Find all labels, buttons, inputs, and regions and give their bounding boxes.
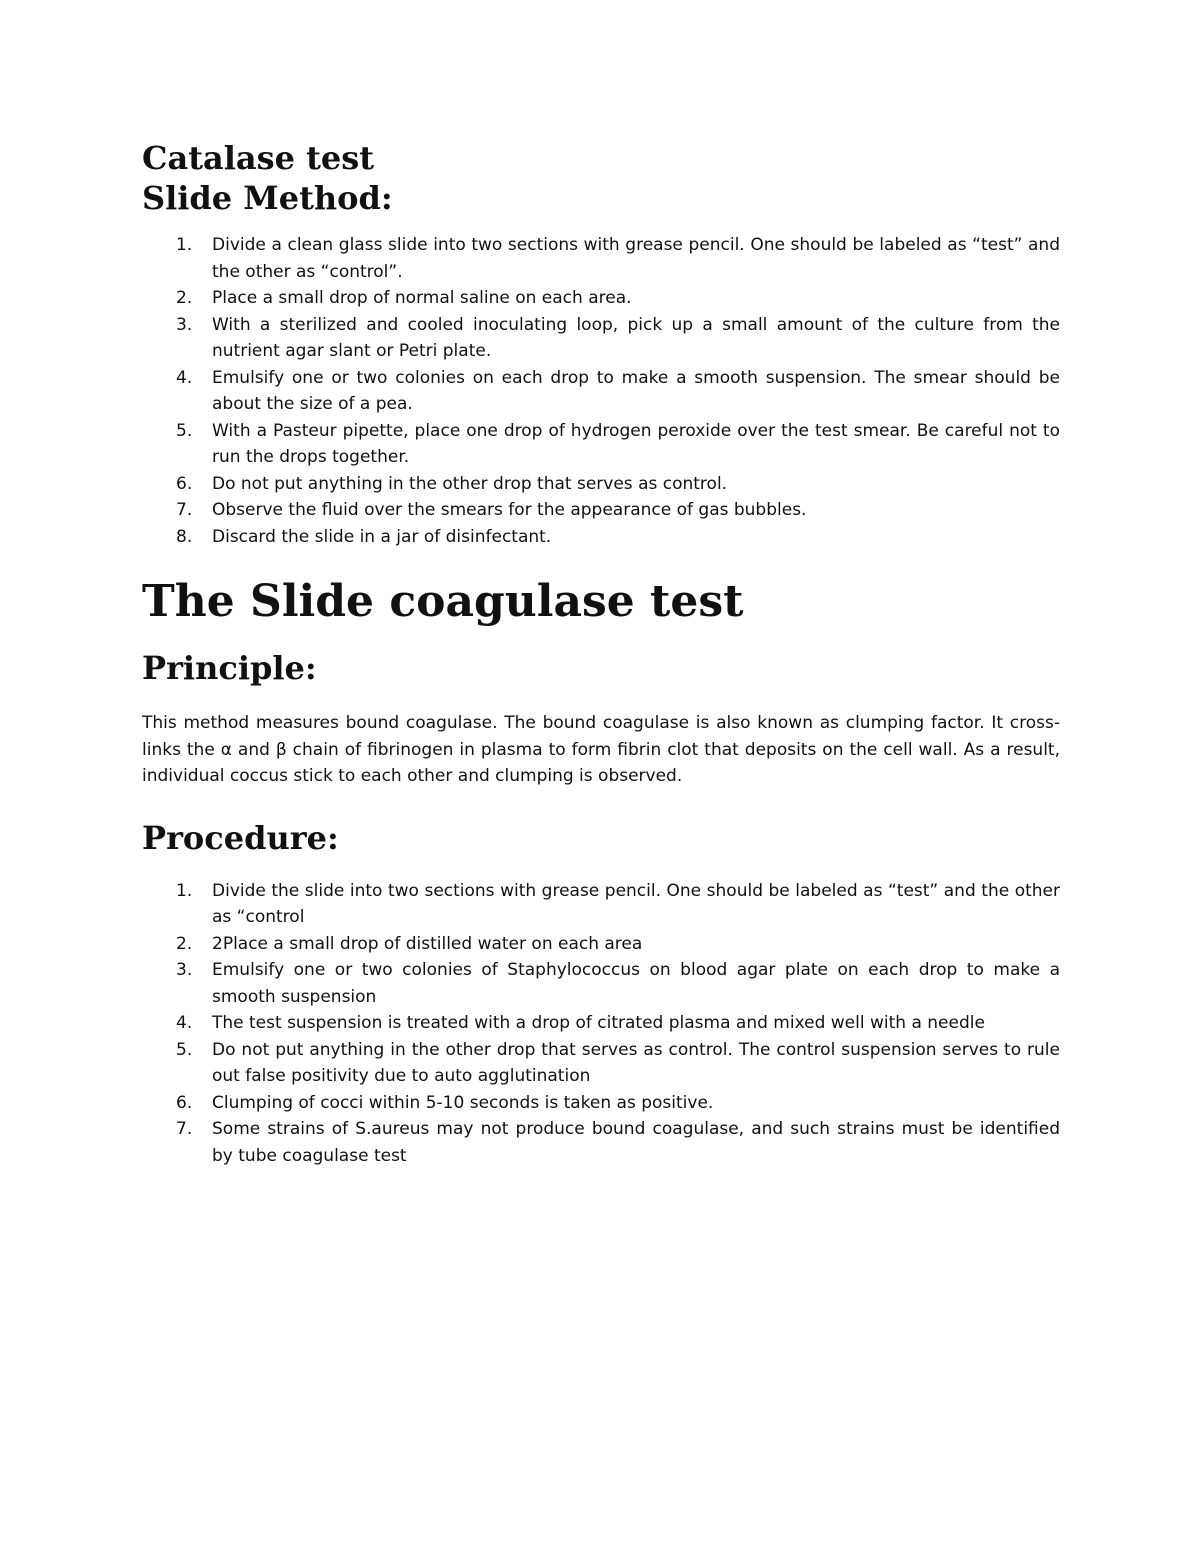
list-item-number: 2. [176,933,193,954]
list-item-number: 4. [176,367,193,388]
list-item [142,1090,1060,1117]
list-item [142,497,1060,524]
list-item-number: 1. [176,880,193,901]
list-item-number: 5. [176,420,193,441]
list-item-text: Discard the slide in a jar of disinfectant. [212,526,552,547]
list-item-text: The test suspension is treated with a drop of citrated plasma and mixed well with a needle [212,1013,985,1033]
list-item-number: 5. [176,1039,193,1060]
catalase-title: Catalase test [142,139,375,177]
slide-method-heading: Slide Method: [142,179,393,217]
list-item-text: With a sterilized and cooled inoculating loop, pick up a small amount of the culture from the nutrient agar slant or Petri plate. [212,314,1060,361]
list-item-number: 6. [176,1092,193,1113]
list-item [142,931,1060,958]
list-item-text: Divide the slide into two sections with grease pencil. One should be labeled as “test” and the other as “control [212,880,1060,927]
list-item [142,365,1060,418]
slide-coagulase-title: The Slide coagulase test [142,576,744,627]
list-item-number: 4. [176,1013,193,1033]
list-item [142,957,1060,1010]
list-item [142,471,1060,498]
list-item-text: Emulsify one or two colonies on each drop to make a smooth suspension. The smear should be about the size of a pea. [212,367,1060,414]
list-item-number: 7. [176,1119,193,1139]
list-item [142,418,1060,471]
list-item-number: 2. [176,288,193,308]
list-item-text: Emulsify one or two colonies of Staphylococcus on blood agar plate on each drop to make a smooth suspension [212,960,1060,1007]
list-item [142,1037,1060,1090]
principle-heading: Principle: [142,649,317,687]
list-item-text: With a Pasteur pipette, place one drop of hydrogen peroxide over the test smear. Be careful not to run the drops together. [212,420,1060,467]
list-item-number: 7. [176,500,193,520]
catalase-steps-list [142,232,1060,550]
list-item-text: 2Place a small drop of distilled water on each area [212,933,643,954]
list-item [142,232,1060,285]
list-item [142,1116,1060,1169]
list-item-number: 1. [176,235,193,255]
list-item [142,524,1060,551]
document-page [142,138,1060,1169]
list-item-text: Do not put anything in the other drop that serves as control. [212,473,728,494]
list-item [142,285,1060,312]
list-item-text: Divide a clean glass slide into two sections with grease pencil. One should be labeled as “test” and the other as “control”. [212,235,1060,282]
list-item [142,1010,1060,1037]
list-item-number: 8. [176,526,193,547]
list-item-number: 3. [176,960,193,980]
list-item-text: Place a small drop of normal saline on each area. [212,288,632,308]
principle-paragraph: This method measures bound coagulase. The bound coagulase is also known as clumping factor. It cross-links the α and β chain of fibrinogen in plasma to form fibrin clot that deposits on the cell wall. As a result, individual coccus stick to each other and clumping is observed. [142,713,1060,786]
list-item [142,312,1060,365]
list-item-text: Observe the fluid over the smears for the appearance of gas bubbles. [212,500,807,520]
procedure-steps-list [142,878,1060,1170]
procedure-heading: Procedure: [142,818,339,857]
list-item [142,878,1060,931]
list-item-text: Do not put anything in the other drop that serves as control. The control suspension serves to rule out false positivity due to auto agglutination [212,1039,1060,1086]
list-item-text: Clumping of cocci within 5-10 seconds is taken as positive. [212,1092,714,1113]
list-item-number: 6. [176,473,193,494]
list-item-text: Some strains of S.aureus may not produce bound coagulase, and such strains must be identified by tube coagulase test [212,1119,1060,1166]
list-item-number: 3. [176,314,193,335]
